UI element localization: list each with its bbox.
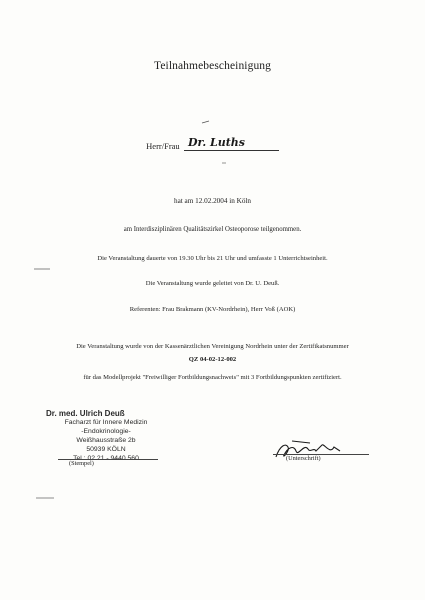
stamp-street: Weißhausstraße 2b (76, 437, 136, 444)
lead-line: Die Veranstaltung wurde geleitet von Dr. U. Deuß. (145, 280, 280, 287)
handwritten-name (186, 134, 246, 150)
stamp-phone: Tel.: 02 21 - 9440 560 (73, 455, 139, 462)
certificate-number: QZ 04-02-12-002 (188, 356, 237, 363)
signature-label: (Unterschrift) (286, 455, 321, 462)
date-line: hat am 12.02.2004 in Köln (173, 197, 252, 205)
attendee-line (0, 138, 425, 151)
speakers-line: Referenten: Frau Brakmann (KV-Nordrhein), Herr Voß (AOK) (129, 306, 296, 313)
stamp-city: 50939 KÖLN (86, 446, 126, 453)
stamp-label: (Stempel) (69, 460, 94, 467)
circle-line: am Interdisziplinären Qualitätszirkel Osteoporose teilgenommen. (123, 226, 302, 233)
stamp-specialty: Facharzt für Innere Medizin (64, 419, 148, 426)
stamp-subspecialty: -Endokrinologie- (81, 428, 131, 435)
doctor-stamp (46, 409, 166, 463)
document-title: Teilnahmebescheinigung (154, 60, 271, 72)
model-project-line: für das Modellprojekt "Freiwilliger Fortbildungsnachweis" mit 3 Fortbildungspunkten zertifiziert. (83, 374, 342, 381)
scan-mark (202, 121, 209, 123)
attendee-name-field (184, 138, 279, 151)
salutation: Herr/Frau (146, 141, 180, 151)
stamp-name: Dr. med. Ulrich Deuß (46, 409, 125, 418)
time-line: Die Veranstaltung dauerte von 19.30 Uhr bis 21 Uhr und umfasste 1 Unterrichtseinheit. (97, 255, 328, 262)
svg-text:Dr. Luths: Dr. Luths (187, 136, 245, 149)
certification-line: Die Veranstaltung wurde von der Kassenärztlichen Vereinigung Nordrhein unter der Zertifikatsnummer (76, 343, 349, 350)
